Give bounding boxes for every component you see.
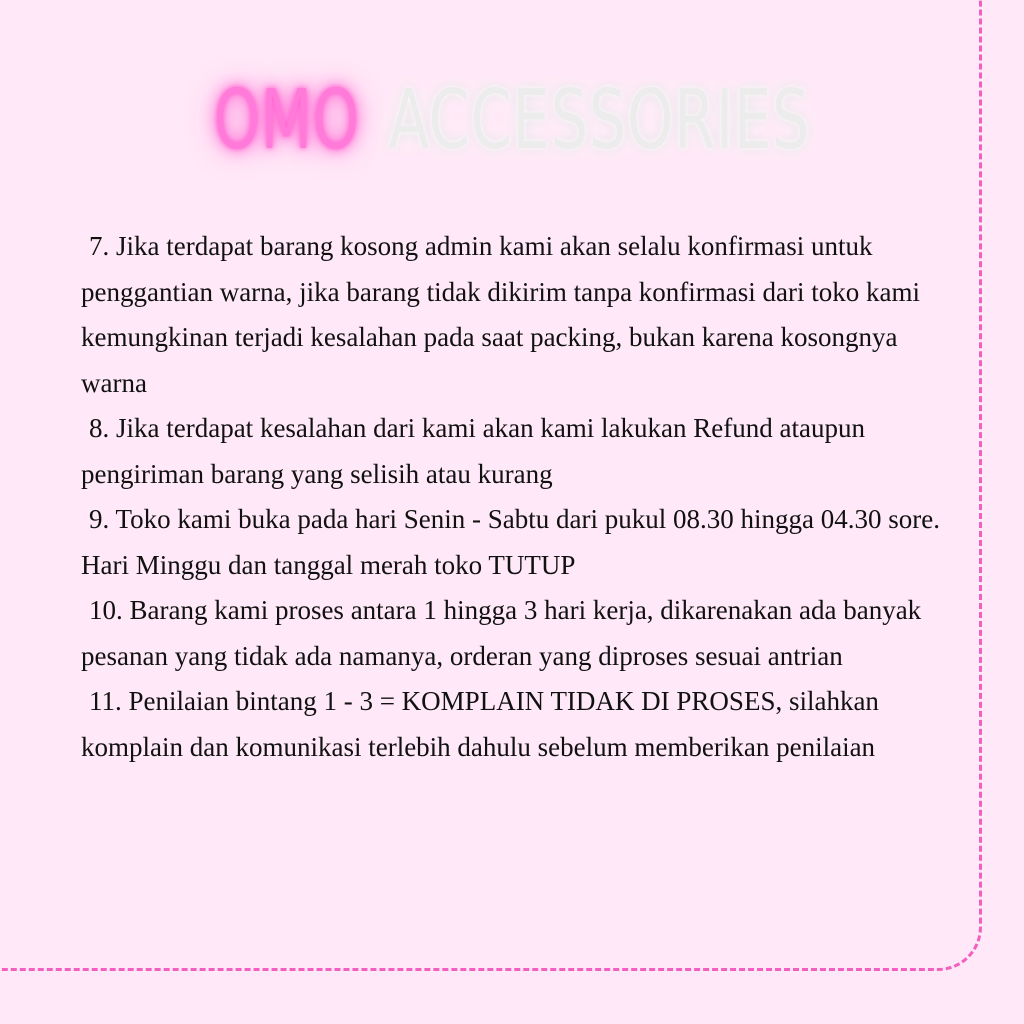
logo-suffix-text: ACCESSORIES (388, 73, 811, 168)
rule-item-10 (81, 588, 961, 679)
rule-item-8 (81, 406, 961, 497)
rule-item-9 (81, 497, 961, 588)
rule-number: 9. (89, 504, 110, 534)
logo-brand-text: OMO (213, 73, 360, 168)
rule-text: Penilaian bintang 1 - 3 = KOMPLAIN TIDAK DI PROSES, silahkan komplain dan komunikasi terlebih dahulu sebelum memberikan penilaian (81, 686, 879, 762)
rule-text: Jika terdapat barang kosong admin kami akan selalu konfirmasi untuk penggantian warna, jika barang tidak dikirim tanpa konfirmasi dari toko kami kemungkinan terjadi kesalahan pada saat packing, bukan karena kosongnya warna (81, 231, 921, 398)
rule-item-7 (81, 224, 961, 406)
rule-number: 7. (89, 231, 110, 261)
store-logo (143, 73, 880, 168)
rule-number: 10. (89, 595, 123, 625)
store-rules-list (81, 224, 961, 770)
rule-number: 8. (89, 413, 110, 443)
rule-number: 11. (89, 686, 122, 716)
rule-item-11 (81, 679, 961, 770)
rule-text: Toko kami buka pada hari Senin - Sabtu dari pukul 08.30 hingga 04.30 sore. Hari Minggu dan tanggal merah toko TUTUP (81, 504, 940, 580)
rule-text: Barang kami proses antara 1 hingga 3 hari kerja, dikarenakan ada banyak pesanan yang tidak ada namanya, orderan yang diproses sesuai antrian (81, 595, 922, 671)
rule-text: Jika terdapat kesalahan dari kami akan kami lakukan Refund ataupun pengiriman barang yang selisih atau kurang (81, 413, 865, 489)
